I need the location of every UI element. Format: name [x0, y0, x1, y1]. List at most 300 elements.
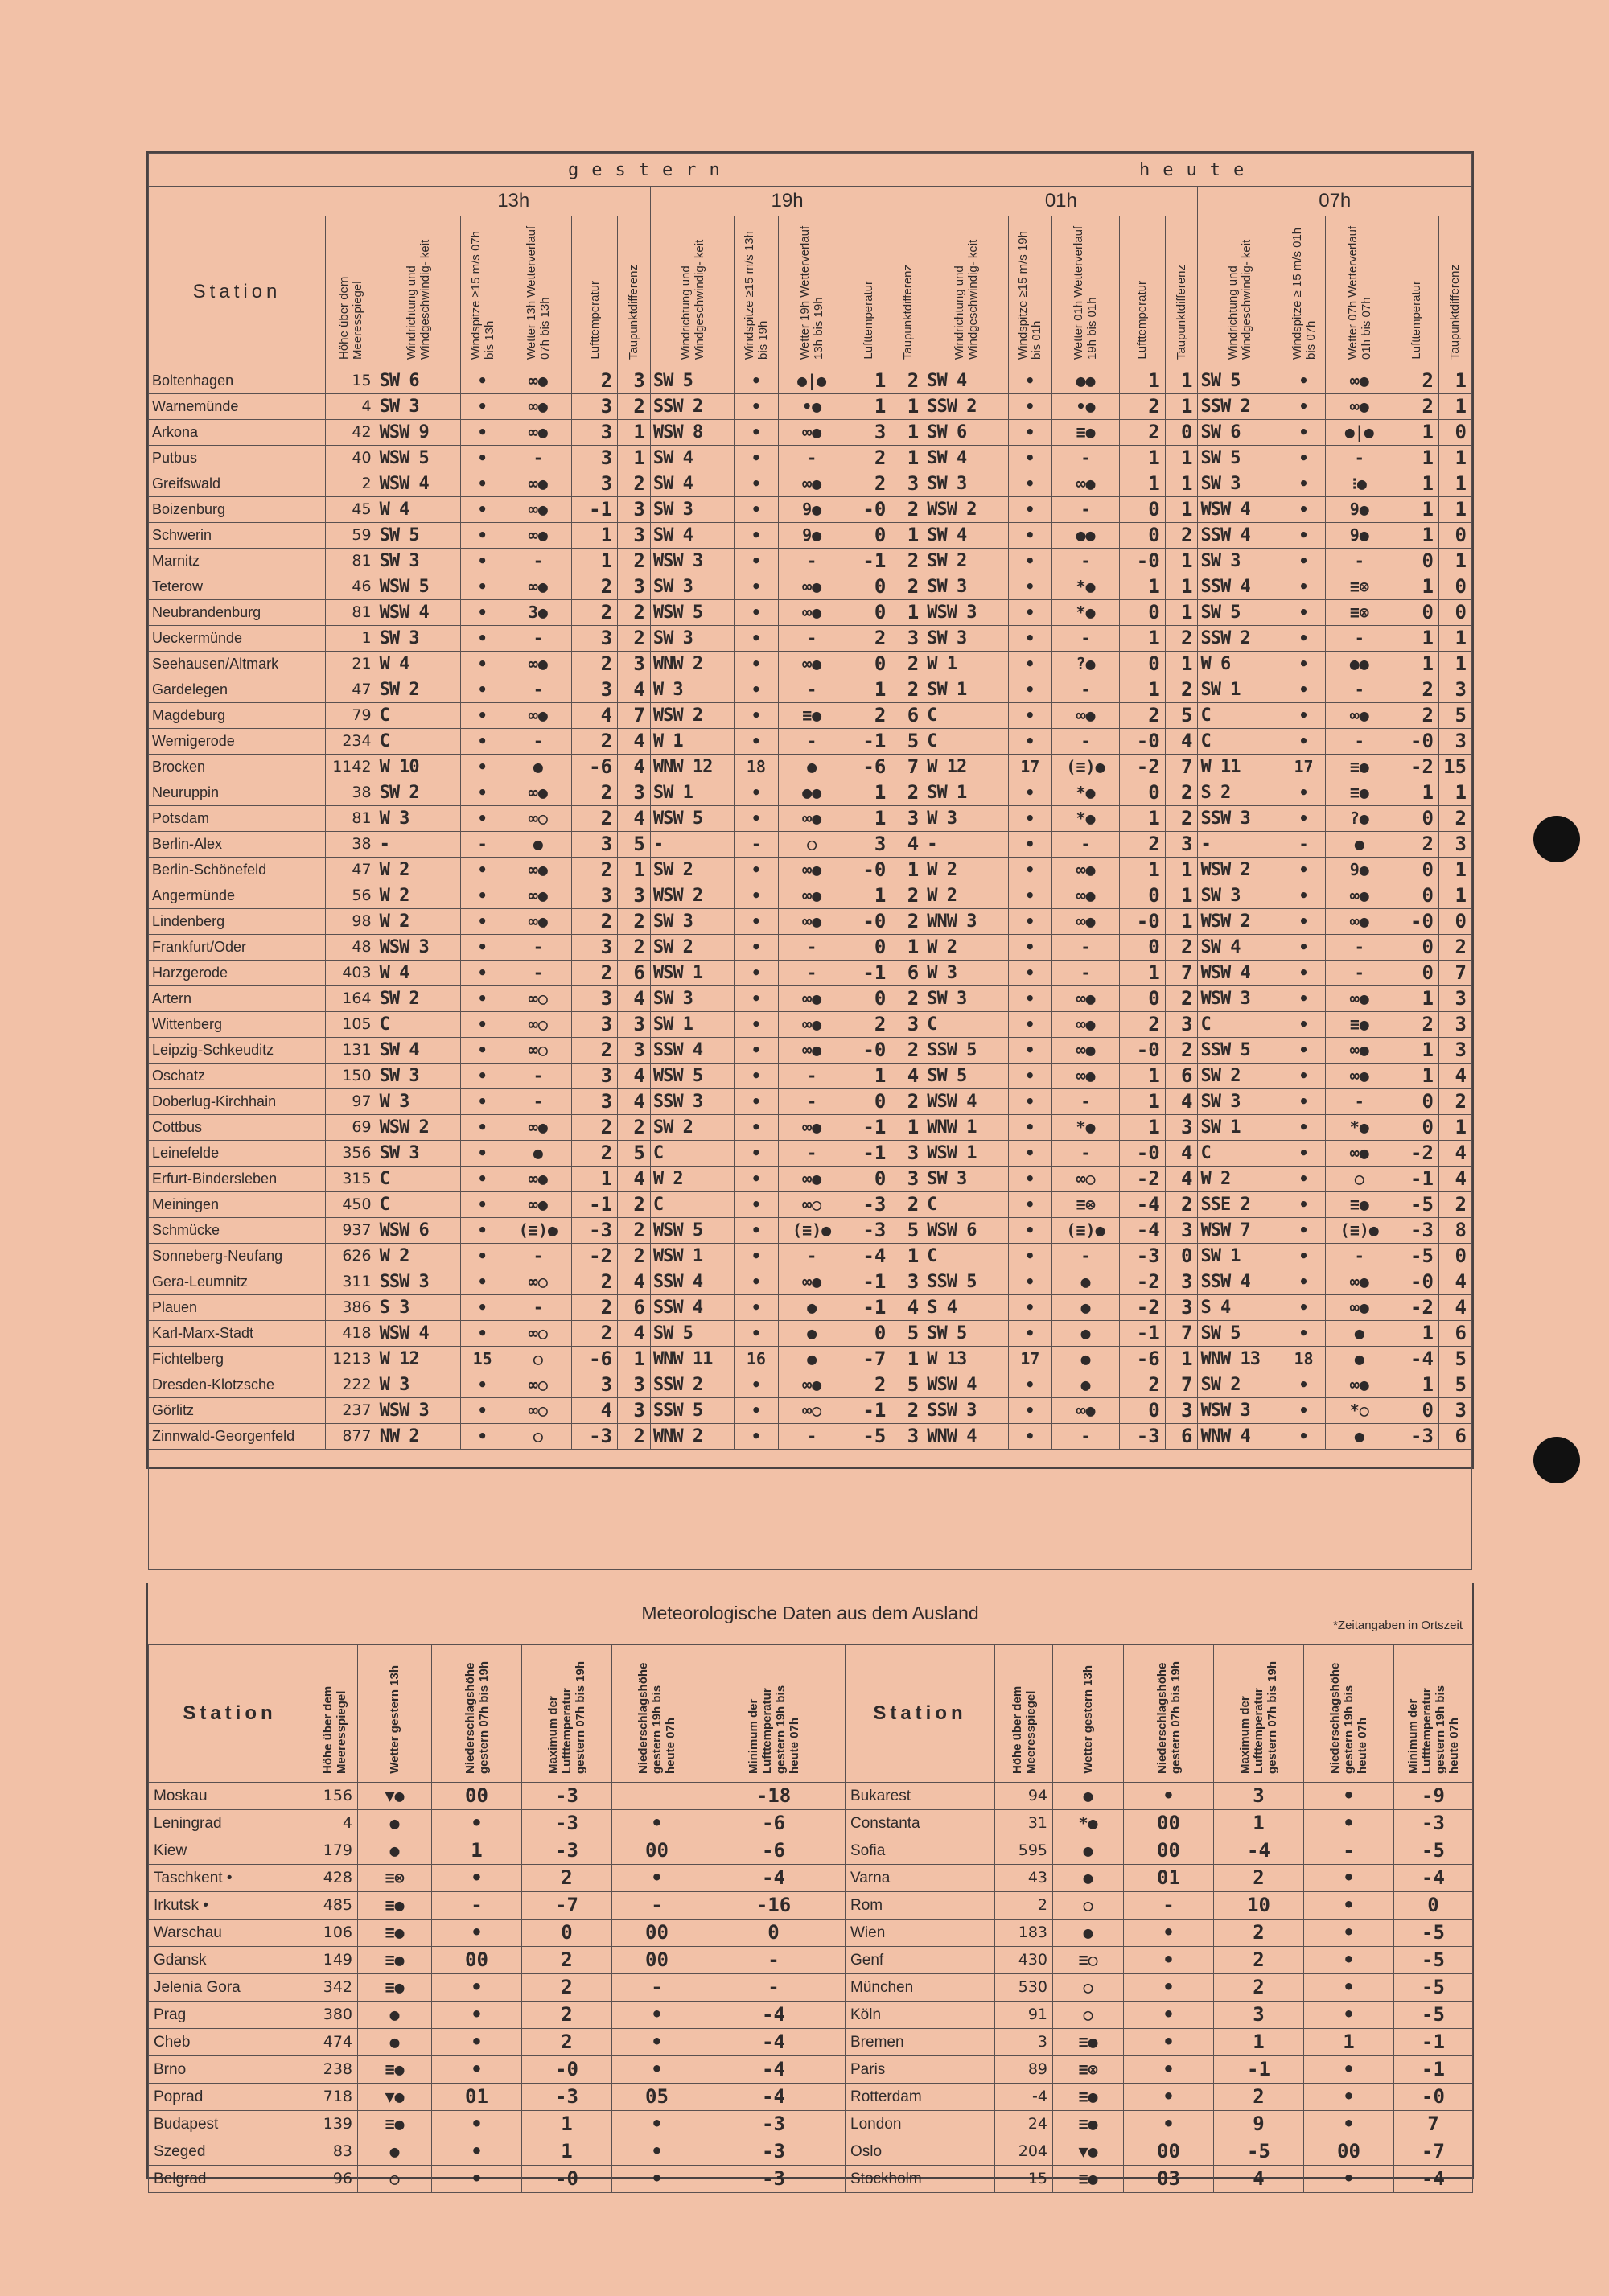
observation-cell: SW 5	[650, 368, 734, 394]
foreign-value-cell: 3	[1214, 1783, 1304, 1810]
punch-hole	[1533, 816, 1580, 862]
header-blank	[149, 154, 377, 187]
observation-cell: SW 2	[650, 858, 734, 883]
foreign-value-cell: ≡○	[1053, 1947, 1124, 1974]
station-row	[149, 523, 1472, 549]
observation-cell: •	[735, 446, 778, 471]
observation-cell: SSW 2	[1198, 626, 1282, 652]
observation-cell: 0	[1438, 1244, 1471, 1269]
observation-cell: •	[1282, 600, 1325, 626]
column-header: Taupunktdifferenz	[1438, 216, 1471, 368]
observation-cell: 6	[618, 961, 651, 986]
observation-cell: 5	[1438, 1347, 1471, 1372]
station-row	[149, 1089, 1472, 1115]
observation-cell: •	[1282, 549, 1325, 574]
foreign-value-cell: ●	[1053, 1783, 1124, 1810]
observation-cell: 0	[846, 1321, 891, 1347]
observation-cell: WNW 2	[650, 652, 734, 677]
station-row	[149, 1321, 1472, 1347]
observation-cell: SSW 5	[650, 1398, 734, 1424]
observation-cell: 3	[1438, 986, 1471, 1012]
foreign-value-cell: -5	[1394, 1974, 1473, 2002]
observation-cell: ●	[778, 755, 846, 780]
station-height: 38	[326, 832, 377, 858]
observation-cell: 3	[618, 497, 651, 523]
observation-cell: -2	[1393, 1295, 1439, 1321]
foreign-value-cell: •	[432, 1920, 522, 1947]
observation-cell: -0	[1119, 1141, 1165, 1167]
observation-cell: 1	[1119, 677, 1165, 703]
observation-cell: ○	[504, 1424, 572, 1450]
observation-cell: SSW 2	[650, 1372, 734, 1398]
observation-cell: 0	[1393, 961, 1439, 986]
observation-cell: W 4	[377, 961, 460, 986]
observation-cell: 2	[891, 1192, 924, 1218]
observation-cell: S 3	[377, 1295, 460, 1321]
observation-cell: 2	[618, 1115, 651, 1141]
observation-cell: •	[1282, 574, 1325, 600]
observation-cell: •	[1282, 446, 1325, 471]
observation-cell: *●	[1052, 780, 1120, 806]
foreign-value-cell: ≡●	[1053, 2111, 1124, 2138]
foreign-value-cell: -	[702, 1974, 846, 2002]
observation-cell: ∞●	[778, 986, 846, 1012]
observation-cell: SW 3	[650, 909, 734, 935]
observation-cell: 2	[572, 806, 618, 832]
foreign-value-cell: ●	[1053, 1865, 1124, 1892]
foreign-station-name: Varna	[846, 1865, 995, 1892]
foreign-station-height: 2	[995, 1892, 1053, 1920]
observation-cell: 2	[1165, 626, 1198, 652]
observation-cell: -0	[846, 858, 891, 883]
observation-cell: 3	[618, 1372, 651, 1398]
station-height: 626	[326, 1244, 377, 1269]
station-height: 450	[326, 1192, 377, 1218]
foreign-value-cell: 2	[522, 1974, 612, 2002]
station-name: Gera-Leumnitz	[149, 1269, 326, 1295]
station-name: Arkona	[149, 420, 326, 446]
observation-cell: •	[735, 1321, 778, 1347]
observation-cell: -	[778, 935, 846, 961]
observation-cell: 4	[891, 1064, 924, 1089]
observation-cell: 3	[572, 1372, 618, 1398]
foreign-value-cell: -5	[1214, 2138, 1304, 2166]
foreign-value-cell: -4	[702, 1865, 846, 1892]
observation-cell: C	[377, 1012, 460, 1038]
observation-cell: SW 1	[1198, 1244, 1282, 1269]
observation-cell: 3	[1438, 832, 1471, 858]
observation-cell: 1	[1119, 1089, 1165, 1115]
observation-cell: 7	[891, 755, 924, 780]
foreign-station-name: Poprad	[149, 2084, 311, 2111]
observation-cell: W 3	[650, 677, 734, 703]
foreign-value-cell: ●	[358, 2029, 432, 2056]
observation-cell: 9●	[1326, 523, 1393, 549]
station-row	[149, 806, 1472, 832]
station-height: 150	[326, 1064, 377, 1089]
observation-cell: -3	[1393, 1424, 1439, 1450]
station-height: 356	[326, 1141, 377, 1167]
station-name: Warnemünde	[149, 394, 326, 420]
observation-cell: SSW 3	[924, 1398, 1008, 1424]
observation-cell: -	[504, 626, 572, 652]
station-name: Boltenhagen	[149, 368, 326, 394]
header-07h: 07h	[1198, 187, 1472, 216]
observation-cell: SW 4	[650, 523, 734, 549]
observation-cell: 0	[846, 600, 891, 626]
station-height: 131	[326, 1038, 377, 1064]
observation-cell: 0	[1165, 1244, 1198, 1269]
observation-cell: WSW 6	[924, 1218, 1008, 1244]
station-row	[149, 1115, 1472, 1141]
observation-cell: S 4	[924, 1295, 1008, 1321]
observation-cell: 0	[1165, 420, 1198, 446]
observation-cell: 3	[572, 832, 618, 858]
observation-cell: C	[377, 1167, 460, 1192]
observation-cell: WNW 2	[650, 1424, 734, 1450]
station-name: Zinnwald-Georgenfeld	[149, 1424, 326, 1450]
station-name: Leipzig-Schkeuditz	[149, 1038, 326, 1064]
observation-cell: 3	[618, 883, 651, 909]
observation-cell: 2	[891, 368, 924, 394]
observation-cell: ∞●	[1326, 883, 1393, 909]
station-name: Magdeburg	[149, 703, 326, 729]
column-header: Taupunktdifferenz	[1165, 216, 1198, 368]
observation-cell: 2	[1393, 677, 1439, 703]
observation-cell: 2	[1393, 1012, 1439, 1038]
observation-cell: 1	[1165, 497, 1198, 523]
observation-cell: 1	[891, 446, 924, 471]
observation-cell: ∞●	[504, 420, 572, 446]
foreign-station-row	[846, 2084, 1473, 2111]
observation-cell: •	[460, 1244, 504, 1269]
observation-cell: W 12	[377, 1347, 460, 1372]
foreign-value-cell: 2	[522, 2002, 612, 2029]
foreign-value-cell: -	[432, 1892, 522, 1920]
observation-cell: 17	[1282, 755, 1325, 780]
observation-cell: •	[1008, 1372, 1051, 1398]
observation-cell: •	[460, 883, 504, 909]
observation-cell: 1	[1119, 626, 1165, 652]
observation-cell: -3	[1119, 1424, 1165, 1450]
station-name: Berlin-Alex	[149, 832, 326, 858]
observation-cell: -4	[1119, 1192, 1165, 1218]
observation-cell: 2	[891, 549, 924, 574]
blank-row	[149, 1450, 1472, 1570]
station-name: Schmücke	[149, 1218, 326, 1244]
observation-cell: SW 2	[1198, 1064, 1282, 1089]
station-name: Oschatz	[149, 1064, 326, 1089]
foreign-value-cell: •	[1124, 1920, 1214, 1947]
observation-cell: SW 5	[1198, 1321, 1282, 1347]
station-height: 81	[326, 600, 377, 626]
observation-cell: -1	[572, 497, 618, 523]
foreign-station-height: 342	[311, 1974, 358, 2002]
observation-cell: 1	[846, 368, 891, 394]
observation-cell: *●	[1052, 574, 1120, 600]
foreign-value-cell: •	[1124, 2029, 1214, 2056]
observation-cell: SW 2	[377, 677, 460, 703]
foreign-table-left	[148, 1644, 846, 2193]
station-height: 237	[326, 1398, 377, 1424]
observation-cell: 4	[618, 1064, 651, 1089]
observation-cell: 1	[572, 1167, 618, 1192]
observation-cell: WSW 3	[1198, 1398, 1282, 1424]
observation-cell: 1	[1393, 523, 1439, 549]
observation-cell: ●	[504, 755, 572, 780]
observation-cell: WSW 2	[650, 703, 734, 729]
foreign-value-cell: ≡●	[358, 1892, 432, 1920]
observation-cell: 0	[846, 523, 891, 549]
foreign-title-bar	[148, 1583, 1472, 1644]
station-height: 105	[326, 1012, 377, 1038]
observation-cell: *●	[1052, 1115, 1120, 1141]
observation-cell: 1	[1438, 858, 1471, 883]
station-name: Brocken	[149, 755, 326, 780]
observation-cell: 4	[1438, 1064, 1471, 1089]
station-name: Berlin-Schönefeld	[149, 858, 326, 883]
foreign-value-cell: •	[612, 1810, 702, 1837]
observation-cell: 1	[1393, 986, 1439, 1012]
observation-cell: -	[504, 1295, 572, 1321]
observation-cell: WSW 3	[650, 549, 734, 574]
observation-cell: C	[924, 1244, 1008, 1269]
observation-cell: 5	[891, 1372, 924, 1398]
foreign-value-cell: -3	[522, 2084, 612, 2111]
observation-cell: 0	[1393, 935, 1439, 961]
observation-cell: 3	[572, 1012, 618, 1038]
observation-cell: -	[1052, 497, 1120, 523]
observation-cell: •	[460, 961, 504, 986]
observation-cell: WNW 4	[924, 1424, 1008, 1450]
observation-cell: -	[778, 677, 846, 703]
observation-cell: ●	[1052, 1347, 1120, 1372]
observation-cell: •	[1008, 1167, 1051, 1192]
observation-cell: •	[1008, 1038, 1051, 1064]
observation-cell: 2	[572, 1115, 618, 1141]
foreign-value-cell: ≡●	[358, 2056, 432, 2084]
foreign-value-cell: •	[1304, 1892, 1394, 1920]
observation-cell: W 2	[650, 1167, 734, 1192]
observation-cell: 4	[618, 677, 651, 703]
station-row	[149, 1218, 1472, 1244]
column-header: Lufttemperatur	[846, 216, 891, 368]
foreign-value-cell: ●	[358, 1810, 432, 1837]
observation-cell: •	[1008, 368, 1051, 394]
column-header: Lufttemperatur	[1393, 216, 1439, 368]
observation-cell: •	[735, 1038, 778, 1064]
station-row	[149, 497, 1472, 523]
observation-cell: -	[778, 446, 846, 471]
station-height: 403	[326, 961, 377, 986]
observation-cell: SW 3	[650, 626, 734, 652]
observation-cell: 4	[618, 755, 651, 780]
observation-cell: •	[460, 368, 504, 394]
observation-cell: -	[924, 832, 1008, 858]
station-height: 877	[326, 1424, 377, 1450]
observation-cell: ?●	[1052, 652, 1120, 677]
observation-cell: •	[1008, 1089, 1051, 1115]
observation-cell: •	[735, 471, 778, 497]
observation-cell: W 11	[1198, 755, 1282, 780]
foreign-station-name: Rom	[846, 1892, 995, 1920]
observation-cell: W 2	[377, 909, 460, 935]
column-header: Windrichtung und Windgeschwindig- keit	[924, 216, 1008, 368]
observation-cell: •	[1282, 729, 1325, 755]
observation-cell: 1	[1393, 1321, 1439, 1347]
observation-cell: -	[1326, 729, 1393, 755]
observation-cell: W 2	[1198, 1167, 1282, 1192]
foreign-station-name: London	[846, 2111, 995, 2138]
observation-cell: •	[1008, 549, 1051, 574]
foreign-value-cell: ≡●	[358, 1947, 432, 1974]
station-height: 69	[326, 1115, 377, 1141]
observation-cell: •	[460, 574, 504, 600]
observation-cell: 0	[1393, 858, 1439, 883]
station-row	[149, 471, 1472, 497]
observation-cell: -	[1052, 729, 1120, 755]
observation-cell: 2	[1393, 394, 1439, 420]
observation-cell: SW 1	[650, 780, 734, 806]
observation-cell: 3	[1438, 1038, 1471, 1064]
foreign-value-cell: -4	[702, 2056, 846, 2084]
station-name: Wernigerode	[149, 729, 326, 755]
observation-cell: 2	[891, 1038, 924, 1064]
observation-cell: SW 4	[1198, 935, 1282, 961]
observation-cell: 3	[891, 806, 924, 832]
foreign-value-cell: •	[1124, 1947, 1214, 1974]
station-height: 4	[326, 394, 377, 420]
observation-cell: 2	[891, 780, 924, 806]
observation-cell: (≡)●	[504, 1218, 572, 1244]
foreign-value-cell: -16	[702, 1892, 846, 1920]
observation-cell: WSW 2	[1198, 858, 1282, 883]
observation-cell: -1	[846, 1115, 891, 1141]
observation-cell: 1	[1165, 858, 1198, 883]
observation-cell: 1	[1119, 446, 1165, 471]
observation-cell: 18	[1282, 1347, 1325, 1372]
observation-cell: W 13	[924, 1347, 1008, 1372]
foreign-station-row	[846, 2002, 1473, 2029]
station-height: 42	[326, 420, 377, 446]
foreign-value-cell: -1	[1394, 2056, 1473, 2084]
observation-cell: -1	[846, 1141, 891, 1167]
observation-cell: SW 5	[377, 523, 460, 549]
station-height: 311	[326, 1269, 377, 1295]
station-row	[149, 1167, 1472, 1192]
observation-cell: -5	[1393, 1192, 1439, 1218]
observation-cell: 4	[618, 1167, 651, 1192]
observation-cell: SSW 5	[924, 1269, 1008, 1295]
observation-cell: 1	[1165, 549, 1198, 574]
observation-cell: -	[1326, 1089, 1393, 1115]
observation-cell: -	[460, 832, 504, 858]
observation-cell: •	[460, 1012, 504, 1038]
observation-cell: WSW 6	[377, 1218, 460, 1244]
foreign-value-cell: 2	[522, 1865, 612, 1892]
observation-cell: W 1	[924, 652, 1008, 677]
observation-cell: 9●	[1326, 497, 1393, 523]
observation-cell: 1	[891, 935, 924, 961]
foreign-value-cell: 05	[612, 2084, 702, 2111]
observation-cell: W 3	[924, 961, 1008, 986]
observation-cell: 4	[618, 986, 651, 1012]
observation-cell: 2	[618, 626, 651, 652]
observation-cell: 3	[618, 652, 651, 677]
foreign-station-row	[846, 2111, 1473, 2138]
observation-cell: 9●	[778, 497, 846, 523]
foreign-column-header: Niederschlagshöhe gestern 07h bis 19h	[1124, 1645, 1214, 1783]
foreign-value-cell: •	[432, 2056, 522, 2084]
observation-cell: •	[735, 1372, 778, 1398]
observation-cell: •	[1008, 1115, 1051, 1141]
foreign-value-cell: •	[612, 2029, 702, 2056]
observation-cell: 2	[572, 1269, 618, 1295]
station-row	[149, 1141, 1472, 1167]
foreign-station-height: 3	[995, 2029, 1053, 2056]
observation-cell: 3	[1165, 1012, 1198, 1038]
observation-cell: 1	[1438, 549, 1471, 574]
observation-cell: -0	[1393, 729, 1439, 755]
observation-cell: 3●	[504, 600, 572, 626]
observation-cell: WSW 3	[1198, 986, 1282, 1012]
observation-cell: •	[1282, 1218, 1325, 1244]
observation-cell: 3	[572, 471, 618, 497]
header-heute: heute	[924, 154, 1472, 187]
foreign-column-header: Niederschlagshöhe gestern 07h bis 19h	[432, 1645, 522, 1783]
foreign-value-cell: -5	[1394, 1920, 1473, 1947]
observation-cell: •	[735, 729, 778, 755]
foreign-station-row	[149, 2084, 846, 2111]
observation-cell: 1	[891, 858, 924, 883]
observation-cell: 0	[1393, 883, 1439, 909]
observation-cell: 1	[618, 420, 651, 446]
foreign-value-cell: -6	[702, 1837, 846, 1865]
foreign-station-height: 156	[311, 1783, 358, 1810]
station-height: 79	[326, 703, 377, 729]
column-header: Windspitze ≥15 m/s 13h bis 19h	[735, 216, 778, 368]
foreign-value-cell: ○	[1053, 1892, 1124, 1920]
station-name: Dresden-Klotzsche	[149, 1372, 326, 1398]
observation-cell: 5	[891, 1218, 924, 1244]
observation-cell: •	[1008, 600, 1051, 626]
foreign-value-cell: •	[1304, 1865, 1394, 1892]
station-row	[149, 1012, 1472, 1038]
observation-cell: ≡⊗	[1326, 600, 1393, 626]
observation-cell: WNW 12	[650, 755, 734, 780]
station-name: Frankfurt/Oder	[149, 935, 326, 961]
foreign-value-cell: -4	[1214, 1837, 1304, 1865]
foreign-value-cell: -6	[702, 1810, 846, 1837]
observation-cell: 3	[891, 471, 924, 497]
observation-cell: •	[1282, 394, 1325, 420]
foreign-value-cell: 2	[1214, 1865, 1304, 1892]
observation-cell: 1	[1165, 909, 1198, 935]
column-header: Taupunktdifferenz	[891, 216, 924, 368]
observation-cell: 2	[891, 652, 924, 677]
observation-cell: SW 2	[377, 986, 460, 1012]
observation-cell: *●	[1326, 1115, 1393, 1141]
observation-cell: C	[1198, 703, 1282, 729]
observation-cell: 1	[1119, 1064, 1165, 1089]
observation-cell: 1	[1165, 1347, 1198, 1372]
foreign-station-row	[149, 2111, 846, 2138]
station-height: 48	[326, 935, 377, 961]
observation-cell: 1	[1119, 858, 1165, 883]
foreign-value-cell: •	[432, 2029, 522, 2056]
observation-cell: -1	[846, 1295, 891, 1321]
observation-cell: •	[460, 1372, 504, 1398]
